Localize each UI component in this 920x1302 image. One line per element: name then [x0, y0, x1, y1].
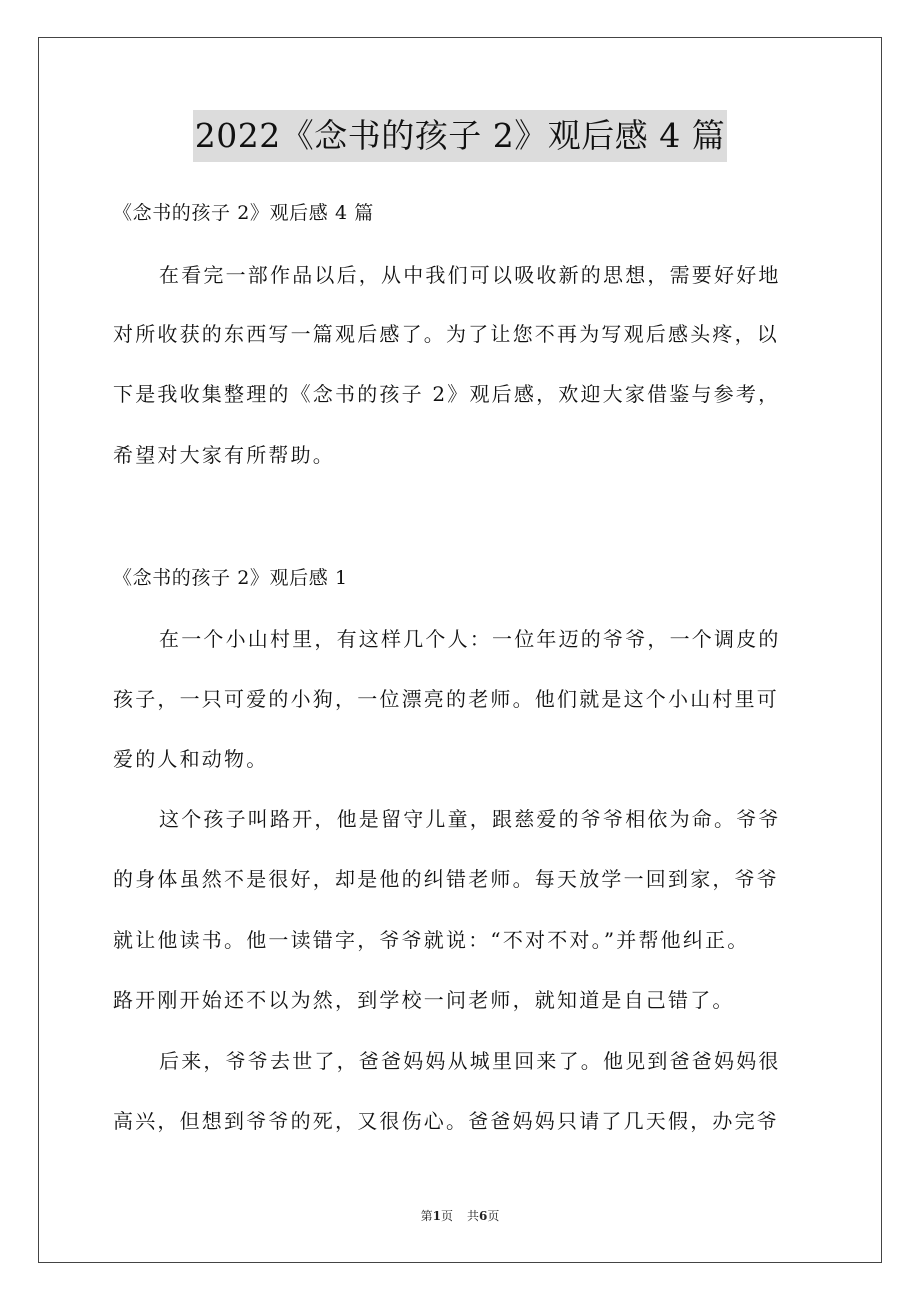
paragraph-line: 路开刚开始还不以为然，到学校一问老师，就知道是自己错了。 [113, 988, 735, 1012]
page-suffix: 页 [440, 1209, 453, 1223]
intro-line: 对所收获的东西写一篇观后感了。为了让您不再为写观后感头疼，以 [113, 322, 779, 346]
total-prefix: 共 [467, 1209, 480, 1223]
total-suffix: 页 [487, 1209, 500, 1223]
intro-line: 下是我收集整理的《念书的孩子 2》观后感，欢迎大家借鉴与参考， [113, 382, 781, 406]
page-number: 1 [432, 1209, 441, 1223]
paragraph-line: 在一个小山村里，有这样几个人：一位年迈的爷爷，一个调皮的 [159, 627, 781, 651]
paragraph-line: 这个孩子叫路开，他是留守儿童，跟慈爱的爷爷相依为命。爷爷 [159, 807, 781, 831]
paragraph-line: 爱的人和动物。 [113, 747, 269, 771]
paragraph-line: 的身体虽然不是很好，却是他的纠错老师。每天放学一回到家，爷爷 [113, 867, 779, 891]
total-pages: 6 [479, 1209, 488, 1223]
title-wrap [0, 110, 920, 162]
page-prefix: 第 [420, 1209, 433, 1223]
paragraph-line: 后来，爷爷去世了，爸爸妈妈从城里回来了。他见到爸爸妈妈很 [159, 1049, 781, 1073]
intro-line: 在看完一部作品以后，从中我们可以吸收新的思想，需要好好地 [159, 263, 781, 287]
paragraph-line: 高兴，但想到爷爷的死，又很伤心。爸爸妈妈只请了几天假，办完爷 [113, 1109, 779, 1133]
section-heading: 《念书的孩子 2》观后感 1 [113, 567, 348, 589]
document-subtitle: 《念书的孩子 2》观后感 4 篇 [113, 202, 374, 224]
intro-line: 希望对大家有所帮助。 [113, 443, 335, 467]
paragraph-line: 孩子，一只可爱的小狗，一位漂亮的老师。他们就是这个小山村里可 [113, 687, 779, 711]
document-title: 2022《念书的孩子 2》观后感 4 篇 [193, 110, 727, 162]
paragraph-line: 就让他读书。他一读错字，爷爷就说：“不对不对。”并帮他纠正。 [113, 928, 750, 952]
page-footer [0, 1207, 920, 1224]
